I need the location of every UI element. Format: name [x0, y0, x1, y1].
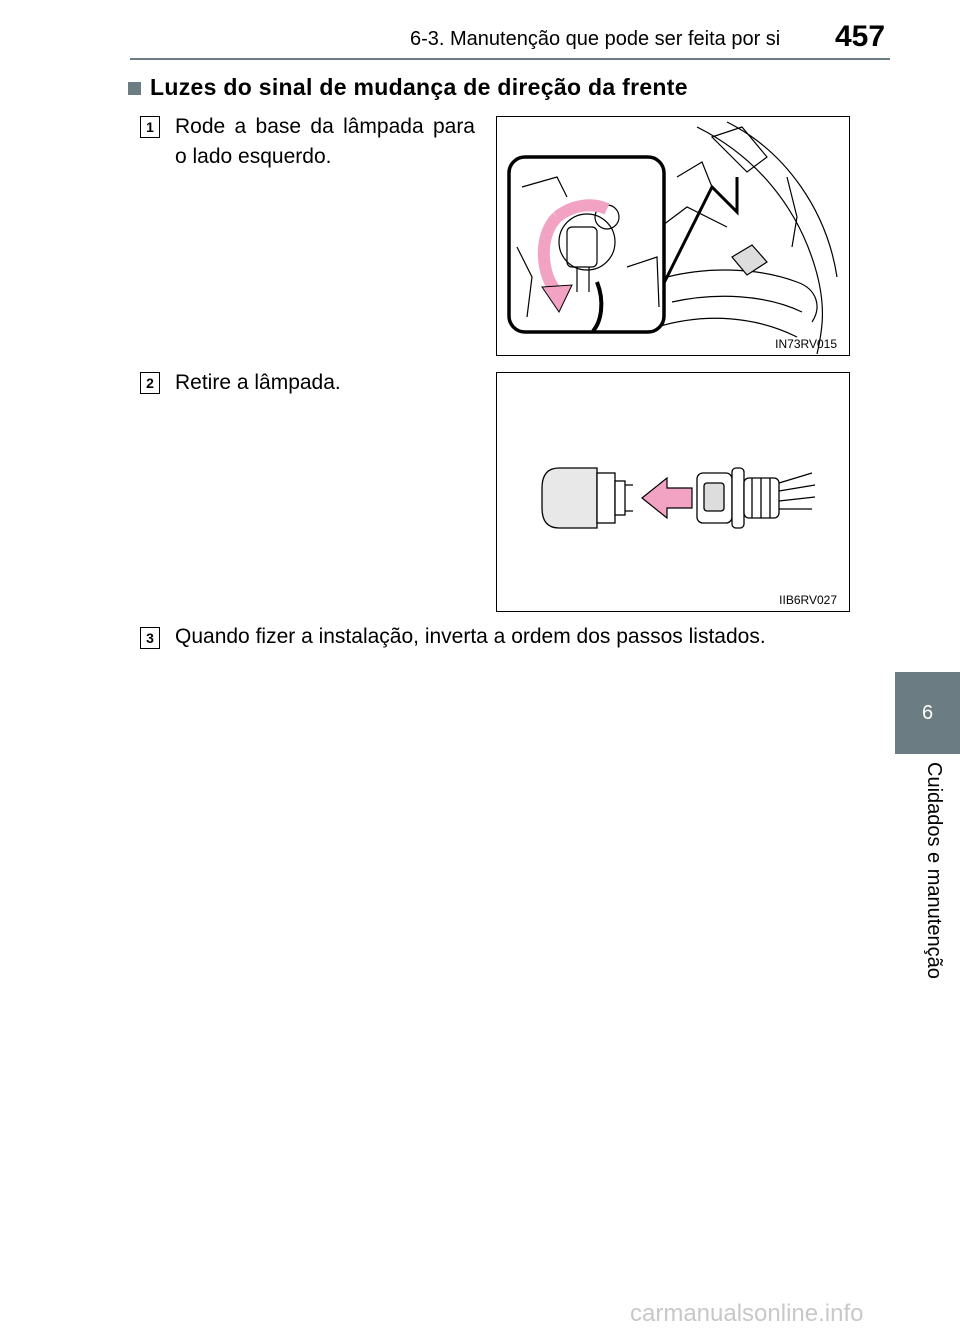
section-title: Luzes do sinal de mudança de direção da frente — [150, 74, 688, 100]
page-number: 457 — [835, 20, 886, 53]
bulb-removal-illustration — [497, 373, 848, 610]
step-2-number: 2 — [140, 372, 160, 394]
chapter-title: Cuidados e manutenção — [923, 762, 945, 979]
header-divider — [130, 58, 890, 60]
step-2-text: Retire a lâmpada. — [175, 371, 341, 394]
step-1-text: Rode a base da lâmpada para o lado esquerdo. — [175, 115, 475, 168]
running-header-section: 6-3. Manutenção que pode ser feita por si — [410, 28, 781, 50]
figure-code: IIB6RV027 — [779, 593, 837, 607]
step-3-text: Quando fizer a instalação, inverta a ordem dos passos listados. — [175, 625, 766, 648]
watermark: carmanualsonline.info — [630, 1300, 864, 1327]
headlight-illustration — [497, 117, 848, 354]
chapter-tab — [895, 672, 960, 754]
figure-rotate-bulb-base — [496, 116, 850, 356]
step-1-number: 1 — [140, 116, 160, 138]
section-bullet-icon — [128, 82, 141, 95]
figure-code: IN73RV015 — [775, 337, 837, 351]
chapter-number: 6 — [921, 701, 934, 724]
figure-remove-bulb — [496, 372, 850, 612]
step-3-number: 3 — [140, 627, 160, 649]
